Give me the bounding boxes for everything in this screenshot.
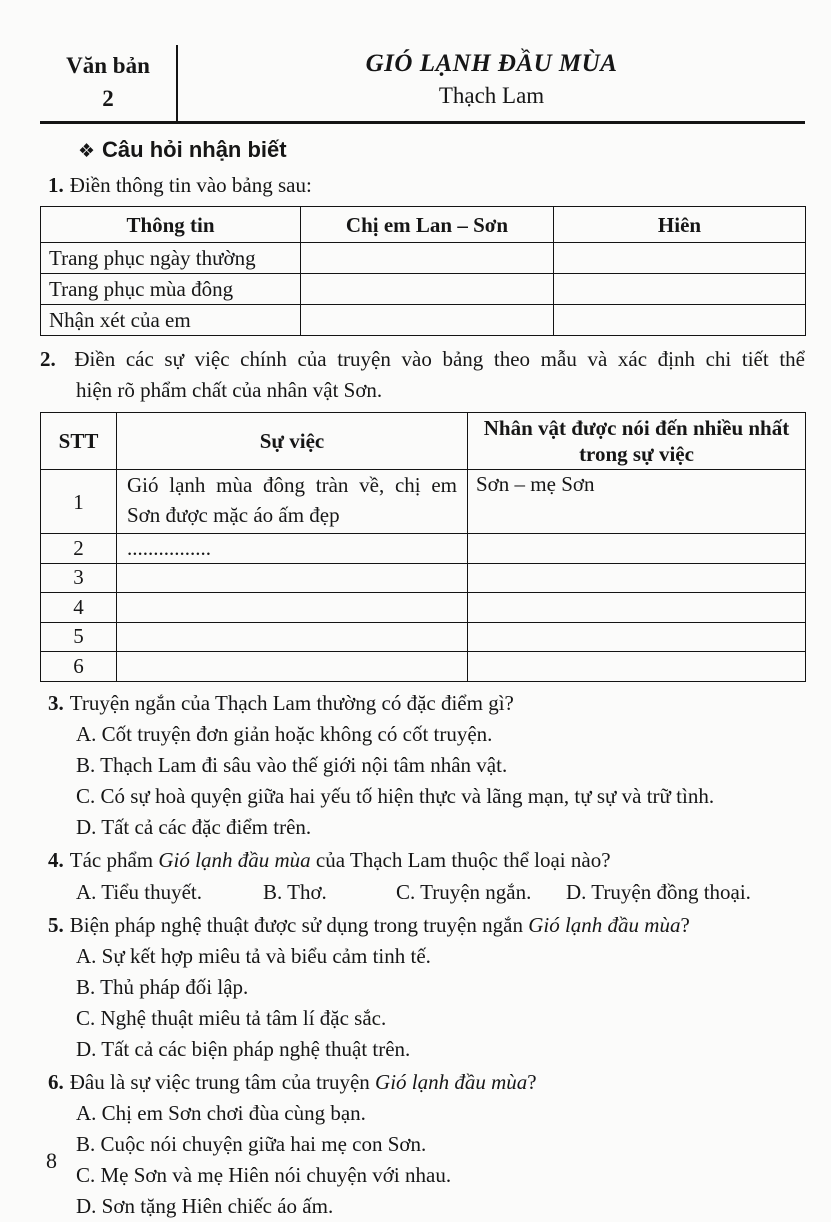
question-4-number: 4. [48, 847, 64, 872]
row-index: 3 [41, 563, 117, 593]
question-3 [40, 688, 805, 719]
events-table-header-suviec: Sự việc [117, 413, 468, 470]
character-cell [468, 593, 806, 623]
question-2-line1: 2. Điền các sự việc chính của truyện vào bảng theo mẫu và xác định chi tiết thể [40, 347, 805, 371]
answer-cell [554, 305, 806, 336]
option-c: C. Truyện ngắn. [396, 879, 532, 904]
table-row [41, 274, 806, 305]
option-c: C. Nghệ thuật miêu tả tâm lí đặc sắc. [76, 1005, 387, 1030]
info-table-header-hien: Hiên [554, 207, 806, 243]
event-cell [117, 563, 468, 593]
option-a: A. Sự kết hợp miêu tả và biểu cảm tinh tế. [76, 943, 431, 968]
table-row [41, 593, 806, 623]
section-heading [78, 136, 805, 166]
option-b: B. Cuộc nói chuyện giữa hai mẹ con Sơn. [76, 1131, 427, 1156]
event-line: Sơn được mặc áo ấm đẹp [127, 503, 340, 527]
option-d: D. Tất cả các biện pháp nghệ thuật trên. [76, 1036, 411, 1061]
question-6-options [40, 1098, 805, 1222]
character-cell: Sơn – mẹ Sơn [468, 470, 806, 534]
option-d: D. Sơn tặng Hiên chiếc áo ấm. [76, 1193, 334, 1218]
question-1-number: 1. [48, 173, 64, 197]
events-table-header-stt: STT [41, 413, 117, 470]
question-6-number: 6. [48, 1069, 64, 1094]
title-block [178, 45, 805, 121]
story-title-inline: Gió lạnh đầu mùa [158, 847, 311, 872]
story-title-inline: Gió lạnh đầu mùa [375, 1069, 528, 1094]
answer-cell [554, 243, 806, 274]
option-b: B. Thủ pháp đối lập. [76, 974, 249, 999]
row-index: 1 [41, 470, 117, 534]
events-table-header-nhanvat: Nhân vật được nói đến nhiều nhất trong sự việc [468, 413, 806, 470]
question-2-number: 2. [40, 347, 56, 371]
table-row [41, 305, 806, 336]
question-1 [40, 170, 805, 201]
event-cell: ................ [117, 534, 468, 564]
table-row [41, 243, 806, 274]
option-c: C. Mẹ Sơn và mẹ Hiên nói chuyện với nhau. [76, 1162, 452, 1187]
event-cell [117, 470, 468, 534]
table-row [41, 534, 806, 564]
answer-cell [301, 274, 554, 305]
question-3-text: Truyện ngắn của Thạch Lam thường có đặc điểm gì? [69, 690, 514, 715]
option-d: D. Tất cả các đặc điểm trên. [76, 814, 312, 839]
row-label: Trang phục mùa đông [41, 274, 301, 305]
question-4-options [40, 876, 805, 908]
answer-cell [301, 305, 554, 336]
section-heading-label: Câu hỏi nhận biết [102, 137, 287, 162]
question-5-number: 5. [48, 912, 64, 937]
event-cell [117, 593, 468, 623]
option-c: C. Có sự hoà quyện giữa hai yếu tố hiện thực và lãng mạn, tự sự và trữ tình. [76, 783, 715, 808]
events-table-header-row [41, 413, 806, 470]
character-cell [468, 563, 806, 593]
table-row [41, 622, 806, 652]
info-table-header-lanson: Chị em Lan – Sơn [301, 207, 554, 243]
character-cell [468, 534, 806, 564]
info-table-header-thongtin: Thông tin [41, 207, 301, 243]
question-4: 4. Tác phẩm Gió lạnh đầu mùa của Thạch Lam thuộc thể loại nào? [48, 847, 611, 872]
table-row [41, 563, 806, 593]
events-table [40, 412, 806, 682]
event-line: Gió lạnh mùa đông tràn về, chị em [127, 473, 457, 497]
row-label: Trang phục ngày thường [41, 243, 301, 274]
character-cell [468, 652, 806, 682]
document-header [40, 45, 805, 124]
table-row [41, 470, 806, 534]
story-title: GIÓ LẠNH ĐẦU MÙA [365, 50, 618, 77]
row-index: 4 [41, 593, 117, 623]
question-2-line2: hiện rõ phẩm chất của nhân vật Sơn. [76, 378, 383, 402]
question-1-text: Điền thông tin vào bảng sau: [69, 173, 312, 197]
question-6: 6. Đâu là sự việc trung tâm của truyện Gió lạnh đầu mùa? [48, 1069, 537, 1094]
option-b: B. Thơ. [263, 879, 327, 904]
event-cell [117, 652, 468, 682]
lesson-number-box [40, 45, 178, 121]
info-table [40, 206, 806, 336]
option-a: A. Chị em Sơn chơi đùa cùng bạn. [76, 1100, 366, 1125]
question-2 [40, 344, 805, 406]
lesson-label: Văn bản [66, 53, 150, 78]
row-index: 6 [41, 652, 117, 682]
question-3-options [40, 719, 805, 843]
event-cell [117, 622, 468, 652]
story-title-inline: Gió lạnh đầu mùa [528, 912, 681, 937]
row-index: 2 [41, 534, 117, 564]
character-cell [468, 622, 806, 652]
option-b: B. Thạch Lam đi sâu vào thế giới nội tâm nhân vật. [76, 752, 508, 777]
author-name: Thạch Lam [438, 83, 545, 108]
diamond-icon: ❖ [78, 141, 96, 162]
lesson-number: 2 [102, 86, 114, 111]
row-index: 5 [41, 622, 117, 652]
question-3-number: 3. [48, 690, 64, 715]
info-table-header-row [41, 207, 806, 243]
question-5: 5. Biện pháp nghệ thuật được sử dụng trong truyện ngắn Gió lạnh đầu mùa? [48, 912, 690, 937]
table-row [41, 652, 806, 682]
question-5-options [40, 941, 805, 1065]
row-label: Nhận xét của em [41, 305, 301, 336]
page-number: 8 [46, 1148, 57, 1173]
answer-cell [554, 274, 806, 305]
option-a: A. Tiểu thuyết. [76, 879, 203, 904]
answer-cell [301, 243, 554, 274]
option-a: A. Cốt truyện đơn giản hoặc không có cốt truyện. [76, 721, 493, 746]
option-d: D. Truyện đồng thoại. [566, 879, 751, 904]
